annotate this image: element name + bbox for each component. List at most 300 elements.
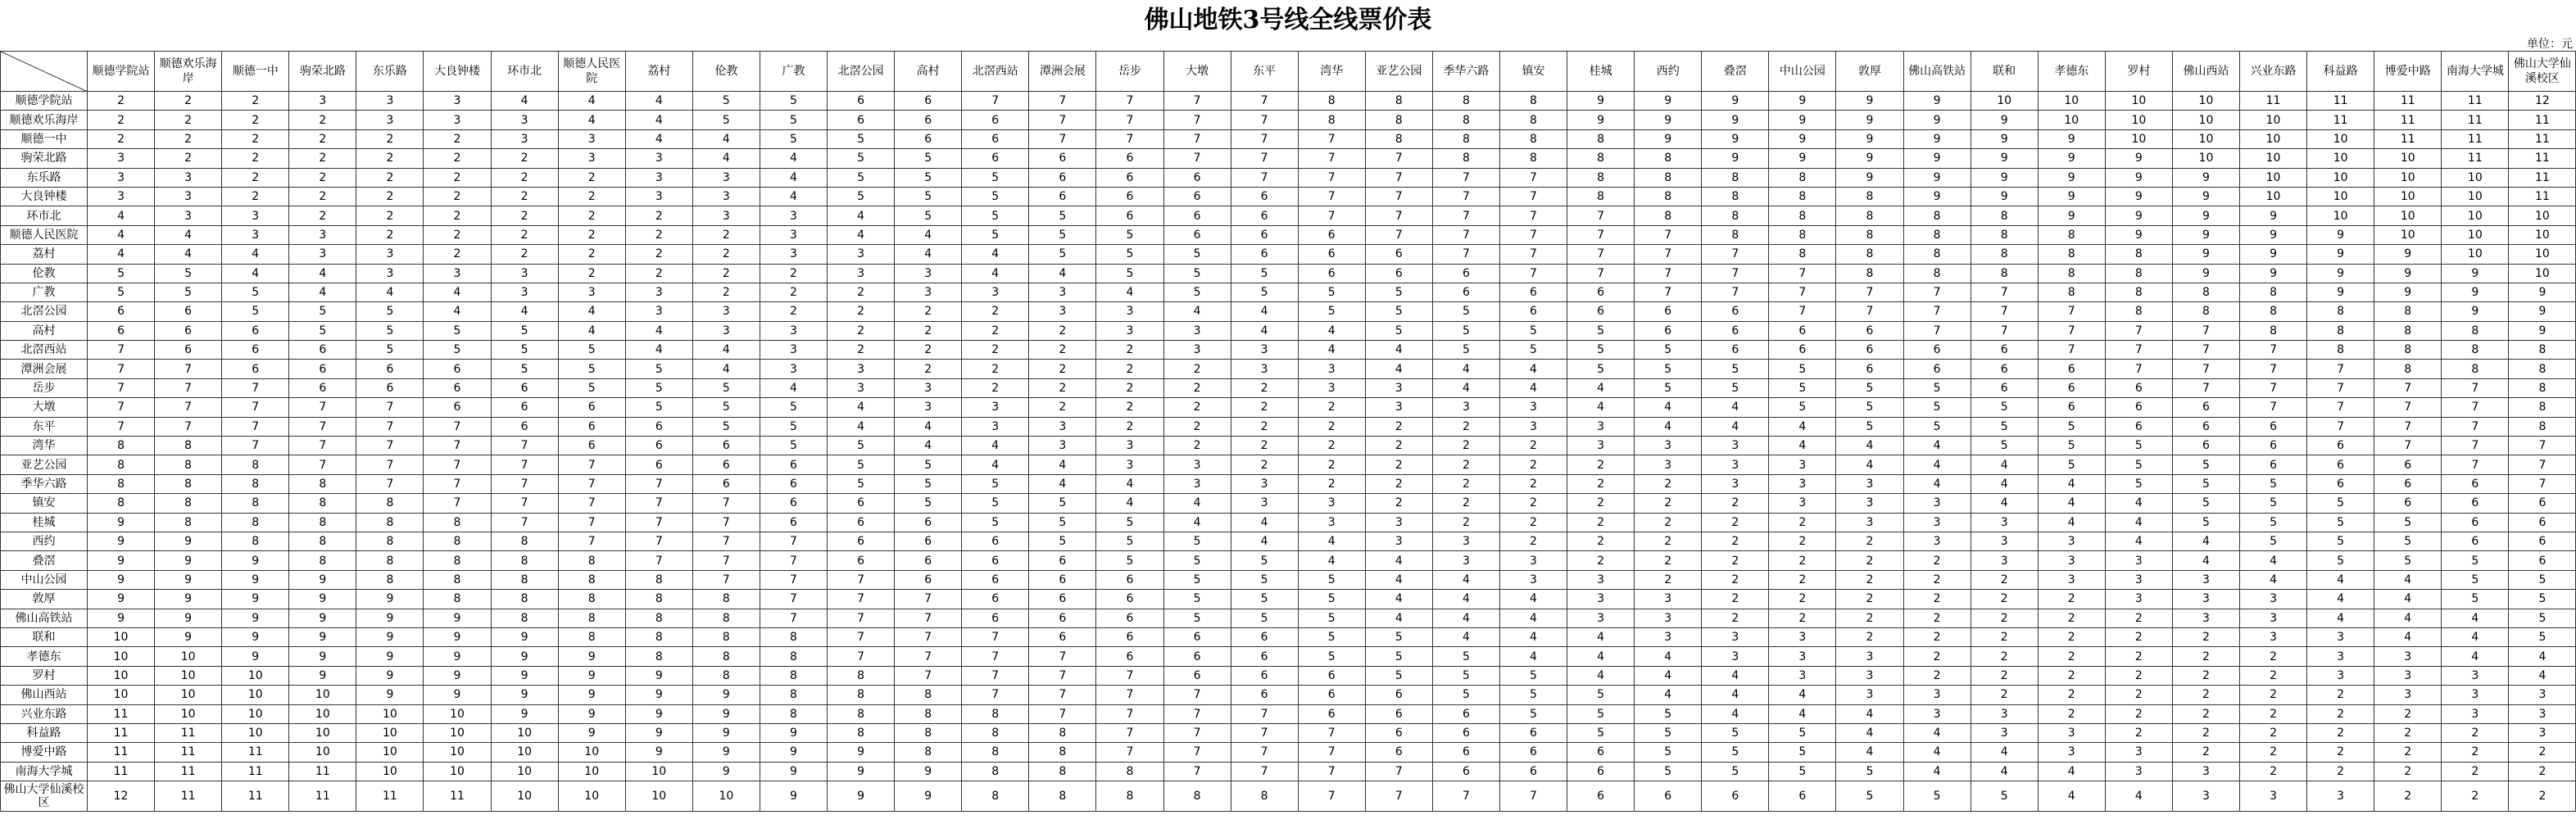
fare-cell: 5 (692, 92, 760, 111)
fare-cell: 10 (289, 704, 356, 723)
fare-cell: 8 (1432, 149, 1499, 168)
fare-cell: 6 (1029, 570, 1096, 589)
fare-cell: 10 (2509, 264, 2576, 283)
fare-cell: 9 (625, 704, 692, 723)
fare-cell: 7 (1769, 264, 1836, 283)
fare-cell: 2 (625, 264, 692, 283)
fare-cell: 5 (1769, 743, 1836, 762)
fare-cell: 5 (1298, 302, 1365, 321)
column-header-station: 大良钟楼 (424, 52, 491, 92)
fare-cell: 2 (491, 187, 558, 206)
fare-cell: 6 (155, 341, 222, 360)
fare-cell: 6 (2038, 378, 2105, 397)
fare-cell: 7 (2374, 417, 2442, 436)
fare-cell: 11 (2509, 168, 2576, 187)
fare-cell: 4 (1769, 417, 1836, 436)
fare-cell: 2 (2307, 704, 2374, 723)
fare-cell: 11 (2442, 149, 2509, 168)
fare-cell: 3 (289, 92, 356, 111)
fare-cell: 9 (491, 647, 558, 666)
fare-cell: 10 (2172, 92, 2239, 111)
fare-cell: 7 (692, 551, 760, 570)
fare-cell: 4 (356, 283, 424, 301)
fare-cell: 9 (289, 627, 356, 646)
fare-cell: 2 (2105, 609, 2172, 627)
fare-cell: 8 (88, 494, 155, 513)
fare-cell: 5 (828, 437, 895, 455)
fare-row (1, 417, 2576, 436)
fare-cell: 5 (1163, 264, 1231, 283)
fare-cell: 7 (222, 378, 289, 397)
row-header-station: 南海大学城 (1, 762, 88, 781)
fare-cell: 9 (1836, 111, 1903, 129)
fare-cell: 8 (828, 704, 895, 723)
fare-cell: 6 (88, 321, 155, 340)
fare-cell: 7 (962, 627, 1029, 646)
fare-cell: 10 (558, 743, 625, 762)
fare-cell: 3 (356, 264, 424, 283)
fare-cell: 8 (828, 666, 895, 685)
fare-cell: 7 (558, 474, 625, 493)
fare-cell: 3 (625, 168, 692, 187)
fare-cell: 2 (2374, 762, 2442, 781)
fare-cell: 8 (1769, 168, 1836, 187)
row-header-station: 镇安 (1, 494, 88, 513)
fare-cell: 2 (895, 360, 962, 378)
fare-cell: 4 (895, 245, 962, 264)
fare-cell: 3 (1298, 513, 1365, 532)
fare-cell: 4 (2442, 627, 2509, 646)
fare-cell: 5 (895, 206, 962, 225)
fare-cell: 3 (1365, 532, 1432, 550)
fare-cell: 10 (2240, 149, 2307, 168)
fare-cell: 7 (2307, 378, 2374, 397)
fare-cell: 3 (1567, 437, 1635, 455)
fare-cell: 4 (2307, 590, 2374, 609)
fare-cell: 5 (356, 302, 424, 321)
fare-cell: 6 (1365, 686, 1432, 704)
fare-cell: 8 (1836, 245, 1903, 264)
fare-cell: 5 (1903, 378, 1971, 397)
column-header-station: 岳步 (1096, 52, 1163, 92)
fare-cell: 5 (2307, 532, 2374, 550)
fare-cell: 8 (2442, 321, 2509, 340)
fare-cell: 9 (356, 627, 424, 646)
fare-cell: 7 (356, 398, 424, 417)
fare-cell: 9 (828, 762, 895, 781)
fare-cell: 4 (895, 225, 962, 244)
fare-cell: 3 (1836, 647, 1903, 666)
fare-cell: 7 (491, 474, 558, 493)
fare-cell: 9 (424, 666, 491, 685)
fare-cell: 3 (1836, 474, 1903, 493)
fare-cell: 5 (1702, 762, 1769, 781)
fare-cell: 9 (88, 513, 155, 532)
fare-cell: 11 (222, 762, 289, 781)
fare-cell: 7 (2374, 398, 2442, 417)
fare-cell: 10 (2240, 111, 2307, 129)
fare-cell: 9 (88, 590, 155, 609)
fare-cell: 5 (289, 302, 356, 321)
fare-cell: 8 (2038, 264, 2105, 283)
fare-cell: 3 (828, 264, 895, 283)
fare-cell: 7 (1567, 245, 1635, 264)
fare-cell: 5 (2307, 551, 2374, 570)
fare-cell: 8 (895, 743, 962, 762)
row-header-station: 兴业东路 (1, 704, 88, 723)
fare-cell: 8 (692, 666, 760, 685)
fare-cell: 8 (962, 781, 1029, 812)
fare-cell: 9 (1971, 111, 2038, 129)
fare-cell: 9 (491, 627, 558, 646)
fare-cell: 6 (1971, 378, 2038, 397)
fare-cell: 9 (2307, 245, 2374, 264)
fare-cell: 5 (2442, 570, 2509, 589)
fare-cell: 2 (1499, 513, 1567, 532)
fare-cell: 7 (424, 474, 491, 493)
fare-cell: 2 (2307, 686, 2374, 704)
fare-cell: 4 (625, 341, 692, 360)
fare-cell: 4 (828, 398, 895, 417)
fare-cell: 11 (2509, 149, 2576, 168)
fare-cell: 6 (962, 532, 1029, 550)
fare-cell: 4 (1635, 666, 1702, 685)
fare-cell: 7 (1769, 283, 1836, 301)
fare-cell: 6 (1163, 647, 1231, 666)
fare-cell: 5 (962, 513, 1029, 532)
fare-cell: 3 (1971, 723, 2038, 742)
fare-cell: 9 (692, 686, 760, 704)
row-header-station: 中山公园 (1, 570, 88, 589)
fare-cell: 6 (828, 494, 895, 513)
fare-cell: 8 (2442, 341, 2509, 360)
fare-cell: 8 (558, 609, 625, 627)
fare-cell: 10 (222, 704, 289, 723)
fare-cell: 6 (2509, 551, 2576, 570)
fare-cell: 2 (2307, 743, 2374, 762)
fare-cell: 7 (1635, 225, 1702, 244)
fare-cell: 5 (1769, 723, 1836, 742)
fare-cell: 4 (2442, 647, 2509, 666)
fare-cell: 9 (1702, 111, 1769, 129)
fare-cell: 4 (1298, 532, 1365, 550)
fare-cell: 9 (1971, 168, 2038, 187)
fare-cell: 3 (1635, 455, 1702, 474)
fare-cell: 3 (2038, 551, 2105, 570)
fare-cell: 6 (1499, 283, 1567, 301)
fare-cell: 6 (2172, 437, 2239, 455)
fare-cell: 6 (1903, 341, 1971, 360)
fare-cell: 8 (289, 494, 356, 513)
fare-cell: 3 (692, 187, 760, 206)
fare-cell: 8 (356, 513, 424, 532)
fare-cell: 2 (1029, 341, 1096, 360)
fare-cell: 8 (1971, 264, 2038, 283)
fare-cell: 2 (558, 264, 625, 283)
fare-cell: 5 (558, 378, 625, 397)
fare-cell: 7 (2442, 455, 2509, 474)
fare-cell: 3 (692, 302, 760, 321)
fare-cell: 2 (760, 302, 827, 321)
fare-cell: 10 (424, 762, 491, 781)
fare-row (1, 187, 2576, 206)
fare-cell: 2 (760, 283, 827, 301)
fare-cell: 8 (558, 551, 625, 570)
fare-cell: 7 (1029, 92, 1096, 111)
fare-cell: 6 (356, 378, 424, 397)
fare-cell: 2 (1903, 551, 1971, 570)
fare-cell: 4 (1231, 532, 1298, 550)
fare-cell: 11 (2374, 92, 2442, 111)
fare-cell: 5 (491, 321, 558, 340)
column-header-station: 北滘西站 (962, 52, 1029, 92)
fare-cell: 5 (828, 474, 895, 493)
fare-cell: 9 (222, 551, 289, 570)
fare-cell: 3 (2374, 666, 2442, 685)
fare-cell: 7 (625, 532, 692, 550)
fare-cell: 5 (625, 378, 692, 397)
fare-cell: 8 (625, 570, 692, 589)
fare-cell: 3 (2172, 609, 2239, 627)
fare-cell: 5 (1702, 378, 1769, 397)
fare-cell: 7 (828, 590, 895, 609)
fare-cell: 3 (222, 206, 289, 225)
fare-cell: 3 (1231, 474, 1298, 493)
fare-cell: 6 (1432, 762, 1499, 781)
fare-cell: 3 (1163, 321, 1231, 340)
fare-cell: 6 (424, 360, 491, 378)
fare-cell: 8 (558, 590, 625, 609)
fare-cell: 4 (2105, 532, 2172, 550)
fare-cell: 5 (1499, 686, 1567, 704)
fare-cell: 8 (1836, 206, 1903, 225)
fare-cell: 5 (760, 111, 827, 129)
fare-cell: 2 (1635, 551, 1702, 570)
fare-cell: 8 (2509, 360, 2576, 378)
fare-cell: 5 (1163, 551, 1231, 570)
fare-cell: 2 (1702, 570, 1769, 589)
fare-cell: 5 (1971, 781, 2038, 812)
fare-row (1, 590, 2576, 609)
fare-cell: 9 (1836, 149, 1903, 168)
fare-cell: 7 (2105, 360, 2172, 378)
fare-cell: 5 (692, 417, 760, 436)
fare-cell: 8 (558, 627, 625, 646)
fare-cell: 5 (1096, 513, 1163, 532)
fare-cell: 4 (760, 378, 827, 397)
fare-cell: 2 (222, 149, 289, 168)
fare-cell: 2 (1971, 666, 2038, 685)
column-header-station: 潭洲会展 (1029, 52, 1096, 92)
fare-cell: 3 (424, 111, 491, 129)
fare-cell: 6 (2038, 360, 2105, 378)
fare-cell: 5 (1567, 321, 1635, 340)
fare-row (1, 206, 2576, 225)
fare-cell: 8 (289, 513, 356, 532)
fare-cell: 6 (1163, 168, 1231, 187)
fare-cell: 8 (895, 723, 962, 742)
fare-cell: 5 (692, 378, 760, 397)
fare-cell: 9 (828, 743, 895, 762)
fare-cell: 7 (1769, 302, 1836, 321)
fare-cell: 11 (2509, 111, 2576, 129)
fare-cell: 2 (2172, 666, 2239, 685)
fare-cell: 10 (2172, 111, 2239, 129)
fare-cell: 10 (2374, 168, 2442, 187)
fare-cell: 7 (1432, 168, 1499, 187)
fare-cell: 2 (491, 206, 558, 225)
fare-cell: 2 (155, 129, 222, 148)
fare-row (1, 341, 2576, 360)
fare-cell: 8 (760, 686, 827, 704)
fare-cell: 7 (760, 609, 827, 627)
fare-cell: 8 (491, 570, 558, 589)
fare-cell: 8 (1903, 245, 1971, 264)
fare-cell: 8 (1635, 187, 1702, 206)
fare-cell: 7 (1096, 92, 1163, 111)
fare-cell: 2 (1096, 417, 1163, 436)
fare-cell: 8 (1769, 245, 1836, 264)
fare-cell: 7 (2038, 302, 2105, 321)
fare-cell: 4 (1499, 609, 1567, 627)
fare-cell: 2 (1298, 417, 1365, 436)
fare-cell: 5 (1635, 704, 1702, 723)
row-header-station: 东平 (1, 417, 88, 436)
fare-cell: 8 (625, 647, 692, 666)
fare-cell: 10 (2105, 92, 2172, 111)
fare-cell: 2 (1836, 627, 1903, 646)
fare-cell: 4 (2172, 551, 2239, 570)
fare-cell: 5 (2038, 455, 2105, 474)
fare-cell: 7 (1163, 149, 1231, 168)
fare-cell: 7 (1298, 187, 1365, 206)
fare-cell: 9 (424, 647, 491, 666)
fare-row (1, 627, 2576, 646)
fare-cell: 7 (895, 609, 962, 627)
fare-cell: 2 (356, 168, 424, 187)
fare-cell: 7 (2240, 360, 2307, 378)
fare-cell: 2 (692, 245, 760, 264)
fare-cell: 9 (155, 609, 222, 627)
fare-cell: 2 (1432, 494, 1499, 513)
fare-cell: 5 (1971, 437, 2038, 455)
row-header-station: 科益路 (1, 723, 88, 742)
fare-row (1, 570, 2576, 589)
fare-cell: 4 (1365, 551, 1432, 570)
fare-cell: 5 (1567, 704, 1635, 723)
fare-cell: 6 (2374, 474, 2442, 493)
fare-row (1, 723, 2576, 742)
fare-cell: 3 (1971, 532, 2038, 550)
fare-cell: 11 (2374, 129, 2442, 148)
fare-cell: 8 (2307, 321, 2374, 340)
fare-cell: 8 (491, 590, 558, 609)
fare-cell: 11 (2240, 92, 2307, 111)
row-header-station: 桂城 (1, 513, 88, 532)
column-header-station: 北滘公园 (828, 52, 895, 92)
fare-cell: 3 (1298, 378, 1365, 397)
fare-cell: 2 (424, 206, 491, 225)
fare-cell: 2 (1567, 513, 1635, 532)
fare-cell: 6 (1029, 590, 1096, 609)
row-header-station: 亚艺公园 (1, 455, 88, 474)
fare-cell: 5 (1635, 341, 1702, 360)
fare-cell: 3 (2038, 743, 2105, 762)
fare-cell: 3 (1635, 437, 1702, 455)
fare-cell: 4 (692, 341, 760, 360)
fare-cell: 2 (424, 187, 491, 206)
fare-cell: 2 (962, 378, 1029, 397)
fare-cell: 7 (692, 570, 760, 589)
fare-row (1, 647, 2576, 666)
fare-cell: 7 (424, 494, 491, 513)
fare-cell: 6 (155, 302, 222, 321)
fare-cell: 4 (1029, 455, 1096, 474)
fare-cell: 11 (289, 762, 356, 781)
fare-cell: 5 (828, 187, 895, 206)
fare-cell: 5 (1567, 341, 1635, 360)
fare-cell: 2 (1836, 570, 1903, 589)
fare-cell: 8 (1971, 206, 2038, 225)
fare-cell: 2 (2240, 704, 2307, 723)
fare-cell: 7 (1163, 762, 1231, 781)
fare-cell: 8 (2172, 283, 2239, 301)
fare-cell: 8 (1903, 264, 1971, 283)
fare-cell: 2 (2038, 666, 2105, 685)
fare-cell: 9 (2172, 225, 2239, 244)
fare-cell: 8 (155, 494, 222, 513)
fare-cell: 2 (1903, 647, 1971, 666)
fare-cell: 10 (2240, 187, 2307, 206)
fare-cell: 11 (289, 781, 356, 812)
fare-cell: 8 (1499, 129, 1567, 148)
fare-cell: 3 (1567, 590, 1635, 609)
fare-cell: 4 (1231, 321, 1298, 340)
fare-cell: 2 (2038, 609, 2105, 627)
fare-cell: 7 (625, 513, 692, 532)
fare-table (0, 51, 2576, 812)
fare-cell: 10 (2240, 129, 2307, 148)
fare-cell: 9 (2442, 283, 2509, 301)
fare-cell: 7 (1365, 168, 1432, 187)
fare-cell: 10 (491, 762, 558, 781)
fare-cell: 6 (1298, 245, 1365, 264)
fare-cell: 7 (1163, 686, 1231, 704)
fare-cell: 5 (2374, 532, 2442, 550)
row-header-station: 岳步 (1, 378, 88, 397)
row-header-station: 大墩 (1, 398, 88, 417)
fare-cell: 8 (1365, 129, 1432, 148)
fare-cell: 6 (828, 92, 895, 111)
fare-cell: 7 (1567, 206, 1635, 225)
fare-cell: 4 (625, 92, 692, 111)
corner-cell (1, 52, 88, 92)
fare-cell: 7 (1231, 723, 1298, 742)
fare-cell: 2 (2105, 686, 2172, 704)
fare-cell: 5 (1298, 609, 1365, 627)
fare-cell: 10 (2442, 225, 2509, 244)
fare-cell: 6 (558, 437, 625, 455)
fare-row (1, 398, 2576, 417)
fare-cell: 2 (1971, 627, 2038, 646)
fare-cell: 6 (895, 513, 962, 532)
fare-cell: 7 (1298, 723, 1365, 742)
fare-cell: 5 (962, 474, 1029, 493)
fare-cell: 3 (625, 149, 692, 168)
column-header-station: 中山公园 (1769, 52, 1836, 92)
fare-cell: 2 (1298, 437, 1365, 455)
fare-cell: 3 (1163, 474, 1231, 493)
